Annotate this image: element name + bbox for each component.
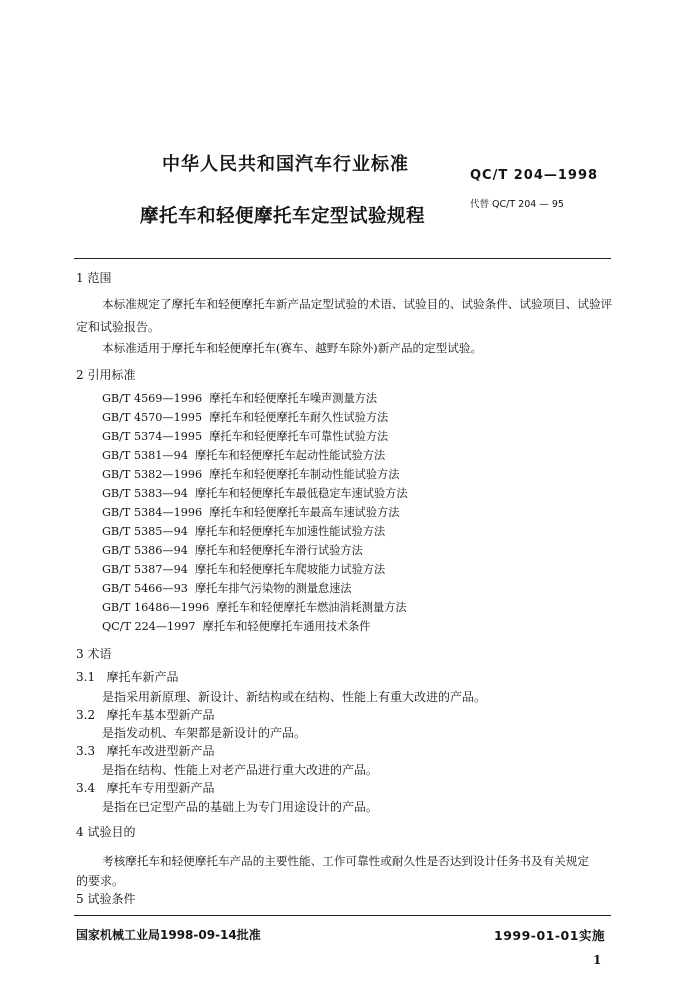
section-1-paragraph-1-cont: 定和试验报告。 (76, 320, 161, 334)
reference-item (102, 618, 371, 634)
term-definition: 是指发动机、车架都是新设计的产品。 (102, 726, 307, 740)
term-number: 3.1 (76, 670, 96, 684)
term-number: 3.4 (76, 781, 96, 795)
term-name: 摩托车改进型新产品 (106, 744, 215, 758)
term-name: 摩托车基本型新产品 (106, 708, 215, 722)
reference-code: GB/T 5381—94 (102, 449, 188, 462)
reference-item (102, 466, 399, 482)
reference-name: 摩托车和轻便摩托车燃油消耗测量方法 (216, 601, 407, 614)
section-5-heading: 5 试验条件 (76, 892, 136, 906)
reference-name: 摩托车和轻便摩托车制动性能试验方法 (209, 468, 400, 481)
reference-code: GB/T 5384—1996 (102, 506, 203, 519)
reference-name: 摩托车和轻便摩托车最低稳定车速试验方法 (194, 487, 408, 500)
section-3-heading: 3 术语 (76, 647, 112, 661)
approval-statement: 国家机械工业局1998-09-14批准 (76, 928, 261, 942)
reference-name: 摩托车和轻便摩托车耐久性试验方法 (209, 411, 389, 424)
reference-code: QC/T 224—1997 (102, 620, 196, 633)
reference-code: GB/T 5382—1996 (102, 468, 203, 481)
section-2-heading: 2 引用标准 (76, 368, 136, 382)
reference-item (102, 542, 363, 558)
section-1-heading: 1 范围 (76, 271, 112, 285)
reference-item (102, 485, 408, 501)
standard-code: QC/T 204—1998 (470, 168, 599, 183)
reference-name: 摩托车和轻便摩托车加速性能试验方法 (194, 525, 386, 538)
reference-item (102, 561, 385, 577)
term-heading (76, 668, 179, 685)
term-definition: 是指在结构、性能上对老产品进行重大改进的产品。 (102, 763, 379, 777)
reference-item (102, 409, 388, 425)
term-heading (76, 779, 215, 796)
reference-item (102, 580, 352, 596)
term-definition: 是指在已定型产品的基础上为专门用途设计的产品。 (102, 800, 379, 814)
effective-date: 1999-01-01实施 (494, 928, 605, 943)
reference-code: GB/T 5466—93 (102, 582, 188, 595)
reference-name: 摩托车和轻便摩托车可靠性试验方法 (209, 430, 389, 443)
reference-item (102, 523, 385, 539)
replaces-standard: 代替 QC/T 204 — 95 (470, 199, 564, 210)
reference-item (102, 428, 388, 444)
reference-code: GB/T 5385—94 (102, 525, 188, 538)
footer-divider (74, 915, 611, 916)
reference-name: 摩托车和轻便摩托车最高车速试验方法 (209, 506, 400, 519)
section-1-paragraph-1: 本标准规定了摩托车和轻便摩托车新产品定型试验的术语、试验目的、试验条件、试验项目、试验评 (102, 297, 613, 311)
reference-item (102, 504, 399, 520)
term-heading (76, 706, 215, 723)
page-number: 1 (593, 953, 602, 967)
reference-name: 摩托车和轻便摩托车起动性能试验方法 (194, 449, 386, 462)
term-heading (76, 742, 215, 759)
section-1-paragraph-2: 本标准适用于摩托车和轻便摩托车(赛车、越野车除外)新产品的定型试验。 (102, 341, 483, 355)
section-4-heading: 4 试验目的 (76, 825, 136, 839)
reference-code: GB/T 4569—1996 (102, 392, 203, 405)
reference-code: GB/T 16486—1996 (102, 601, 210, 614)
reference-name: 摩托车排气污染物的测量怠速法 (194, 582, 352, 595)
term-name: 摩托车专用型新产品 (106, 781, 215, 795)
term-number: 3.3 (76, 744, 96, 758)
document-title: 摩托车和轻便摩托车定型试验规程 (140, 206, 426, 227)
reference-name: 摩托车和轻便摩托车噪声测量方法 (209, 392, 378, 405)
reference-code: GB/T 4570—1995 (102, 411, 203, 424)
section-4-paragraph-cont: 的要求。 (76, 874, 125, 888)
reference-item (102, 447, 385, 463)
reference-code: GB/T 5383—94 (102, 487, 188, 500)
reference-name: 摩托车和轻便摩托车滑行试验方法 (194, 544, 363, 557)
section-4-paragraph: 考核摩托车和轻便摩托车产品的主要性能、工作可靠性或耐久性是否达到设计任务书及有关规定 (102, 854, 589, 868)
reference-code: GB/T 5387—94 (102, 563, 188, 576)
term-name: 摩托车新产品 (106, 670, 179, 684)
reference-code: GB/T 5386—94 (102, 544, 188, 557)
header-divider (74, 258, 611, 259)
term-definition: 是指采用新原理、新设计、新结构或在结构、性能上有重大改进的产品。 (102, 690, 487, 704)
reference-name: 摩托车和轻便摩托车爬坡能力试验方法 (194, 563, 386, 576)
term-number: 3.2 (76, 708, 96, 722)
reference-name: 摩托车和轻便摩托车通用技术条件 (202, 620, 371, 633)
reference-code: GB/T 5374—1995 (102, 430, 203, 443)
reference-item (102, 390, 377, 406)
issuing-authority-title: 中华人民共和国汽车行业标准 (162, 154, 409, 175)
reference-item (102, 599, 407, 615)
